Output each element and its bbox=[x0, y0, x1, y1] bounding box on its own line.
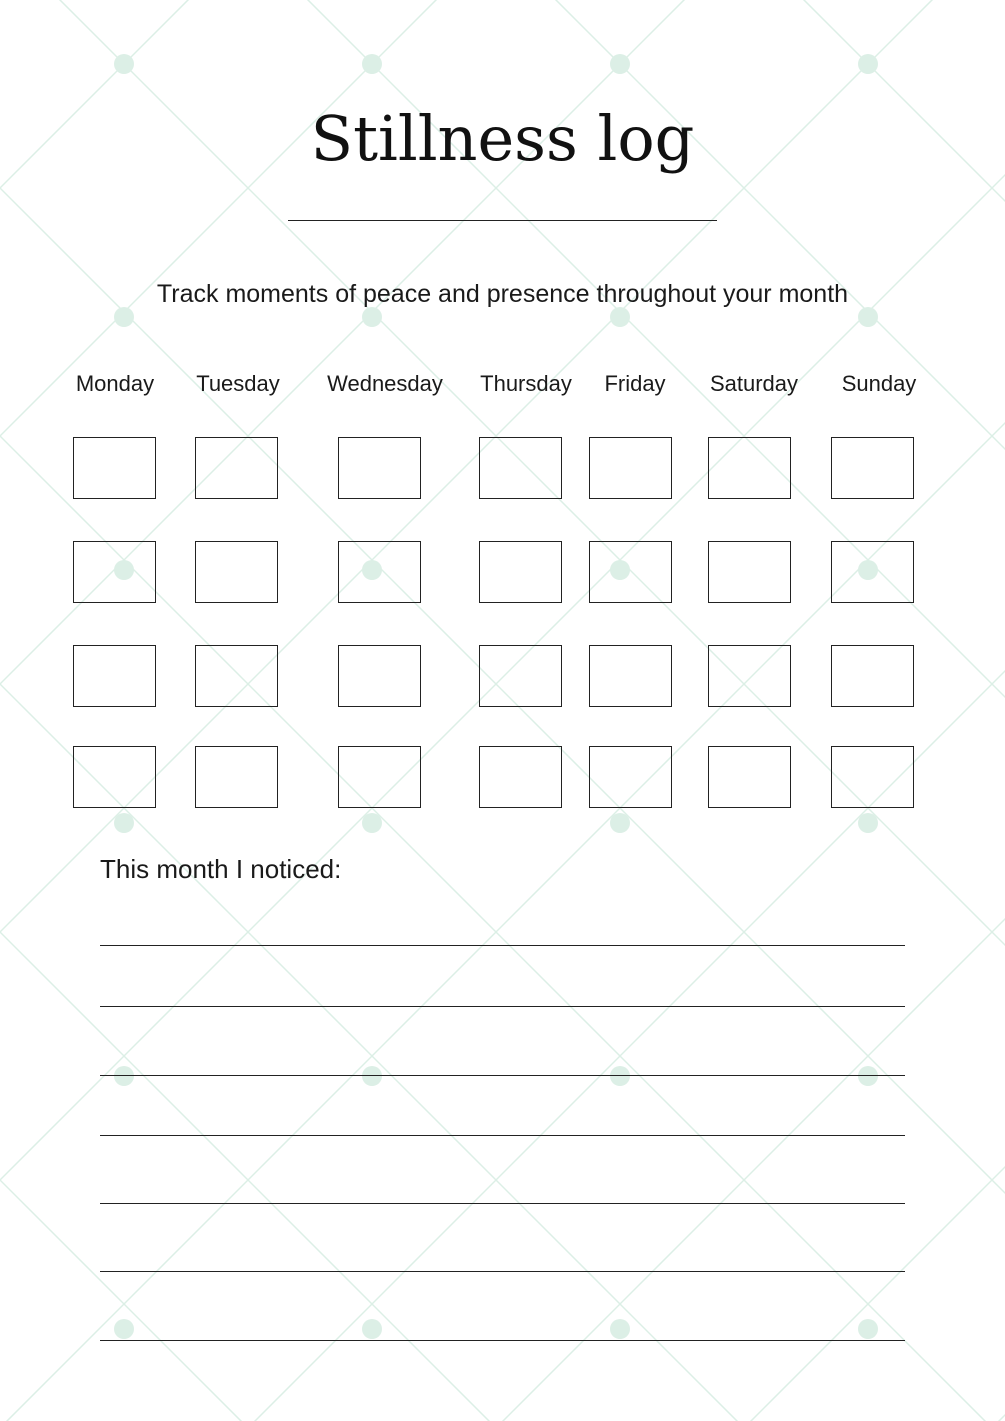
tracker-cell[interactable] bbox=[73, 437, 156, 499]
tracker-cell[interactable] bbox=[195, 437, 278, 499]
tracker-cell[interactable] bbox=[479, 541, 562, 603]
day-label-thursday: Thursday bbox=[480, 371, 572, 396]
title-underline bbox=[288, 220, 717, 221]
tracker-cell[interactable] bbox=[708, 645, 791, 707]
notes-writing-line[interactable] bbox=[100, 1135, 905, 1136]
tracker-cell[interactable] bbox=[195, 746, 278, 808]
tracker-cell[interactable] bbox=[708, 541, 791, 603]
tracker-cell[interactable] bbox=[589, 746, 672, 808]
day-label-wednesday: Wednesday bbox=[327, 371, 443, 396]
tracker-cell[interactable] bbox=[73, 746, 156, 808]
tracker-cell[interactable] bbox=[338, 541, 421, 603]
notes-writing-line[interactable] bbox=[100, 945, 905, 946]
day-label-friday: Friday bbox=[604, 371, 666, 396]
notes-writing-line[interactable] bbox=[100, 1075, 905, 1076]
tracker-cell[interactable] bbox=[831, 437, 914, 499]
notes-heading: This month I noticed: bbox=[100, 854, 342, 884]
tracker-cell[interactable] bbox=[73, 645, 156, 707]
tracker-cell[interactable] bbox=[479, 437, 562, 499]
day-label-tuesday: Tuesday bbox=[196, 371, 280, 396]
tracker-cell[interactable] bbox=[195, 541, 278, 603]
notes-writing-line[interactable] bbox=[100, 1203, 905, 1204]
tracker-cell[interactable] bbox=[831, 541, 914, 603]
tracker-cell[interactable] bbox=[479, 746, 562, 808]
tracker-cell[interactable] bbox=[589, 645, 672, 707]
tracker-cell[interactable] bbox=[195, 645, 278, 707]
day-label-saturday: Saturday bbox=[709, 371, 799, 396]
tracker-cell[interactable] bbox=[708, 437, 791, 499]
day-label-monday: Monday bbox=[75, 371, 155, 396]
day-label-sunday: Sunday bbox=[841, 371, 917, 396]
tracker-cell[interactable] bbox=[589, 437, 672, 499]
tracker-cell[interactable] bbox=[479, 645, 562, 707]
tracker-cell[interactable] bbox=[338, 746, 421, 808]
page-subtitle: Track moments of peace and presence throughout your month bbox=[156, 280, 849, 308]
tracker-cell[interactable] bbox=[831, 645, 914, 707]
tracker-cell[interactable] bbox=[338, 437, 421, 499]
notes-writing-line[interactable] bbox=[100, 1340, 905, 1341]
tracker-cell[interactable] bbox=[73, 541, 156, 603]
tracker-cell[interactable] bbox=[708, 746, 791, 808]
tracker-cell[interactable] bbox=[338, 645, 421, 707]
tracker-cell[interactable] bbox=[831, 746, 914, 808]
notes-writing-line[interactable] bbox=[100, 1271, 905, 1272]
page-title: Stillness log bbox=[310, 102, 695, 175]
notes-writing-line[interactable] bbox=[100, 1006, 905, 1007]
tracker-cell[interactable] bbox=[589, 541, 672, 603]
